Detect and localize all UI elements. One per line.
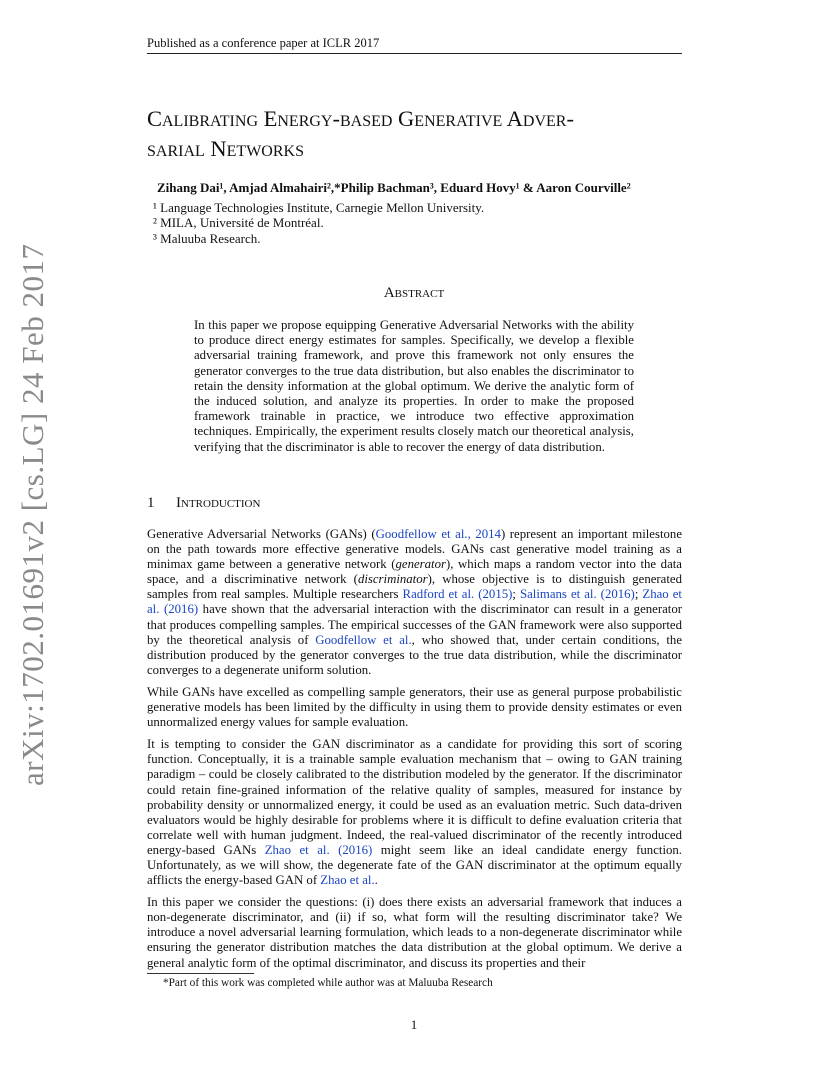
affiliation-3: ³ Maluuba Research. xyxy=(153,231,261,246)
p1-emphasis: generator xyxy=(395,557,446,572)
p1-text: Generative Adversarial Networks (GANs) ( xyxy=(147,527,376,541)
section-heading xyxy=(147,495,260,512)
running-header: Published as a conference paper at ICLR 2017 xyxy=(147,36,380,50)
citation-link[interactable]: Zhao et al. (2016) xyxy=(147,587,682,617)
authors: Zihang Dai¹, Amjad Almahairi²,*Philip Bachman³, Eduard Hovy¹ & Aaron Courville² xyxy=(157,180,631,195)
citation-link[interactable]: Goodfellow et al. xyxy=(315,632,412,647)
p3-text: might seem like an ideal candidate energy function. Unfortunately, as we will show, the degenerate fate of the GAN discriminator at the optimum equally afflicts the energy-based GAN of xyxy=(147,842,682,888)
abstract-text: In this paper we propose equipping Generative Adversarial Networks with the ability to produce direct energy estimates for samples. Specifically, we develop a flexible adversarial training framework, and prove this framework not only ensures the generator converges to the true data distribution, but also enables the discriminator to retain the density information at the global optimum. We derive the analytic form of the induced solution, and analyze its properties. In order to make the proposed framework trainable in practice, we introduce two effective approximation techniques. Empirically, the experiment results closely match our theoretical analysis, verifying that the discriminator is able to recover the energy of data distribution. xyxy=(194,318,634,454)
paper-title xyxy=(147,104,707,164)
footnote-rule xyxy=(147,973,254,974)
paragraph-2: While GANs have excelled as compelling sample generators, their use as general purpose probabilistic generative models has been limited by the difficulty in using them to provide density estimates or even unnormalized energy values for sample evaluation. xyxy=(147,684,682,730)
p3-text: It is tempting to consider the GAN discriminator as a candidate for providing this sort of scoring function. Conceptually, it is a trainable sample evaluation mechanism that – owing to GAN training paradigm – could be closely calibrated to the distribution modeled by the generator. If the discriminator could retain fine-grained information of the relative quality of samples, measured for instance by probability density or unnormalized energy, it could be used as an evaluation metric. Such data-driven evaluators would be highly desirable for problems where it is difficult to define evaluation criteria that correlate well with human judgment. Indeed, the real-valued discriminator of the recently introduced energy-based GANs xyxy=(147,737,682,857)
p3-text: . xyxy=(374,873,378,888)
abstract-heading: Abstract xyxy=(383,285,445,301)
section-number: 1 xyxy=(147,495,155,511)
page-number: 1 xyxy=(410,1017,418,1032)
p1-text: ; xyxy=(634,587,643,602)
p1-emphasis: discriminator xyxy=(357,572,428,587)
p1-text: have shown that the adversarial interaction with the discriminator can result in a generator that produces compelling samples. The empirical successes of the GAN framework were also supported by the theoretical analysis of xyxy=(147,602,682,647)
title-line-2: sarial Networks xyxy=(147,136,304,161)
affiliation-1: ¹ Language Technologies Institute, Carnegie Mellon University. xyxy=(153,200,485,215)
p1-text: ; xyxy=(512,587,520,602)
paragraph-1 xyxy=(147,527,682,678)
p1-text: ), whose objective is to distinguish generated samples from real samples. Multiple researchers xyxy=(147,572,682,602)
citation-link[interactable]: Zhao et al. (2016) xyxy=(264,842,373,857)
citation-link[interactable]: Radford et al. (2015) xyxy=(402,587,513,602)
arxiv-stamp: arXiv:1702.01691v2 [cs.LG] 24 Feb 2017 xyxy=(15,243,50,786)
section-title: Introduction xyxy=(176,495,261,511)
citation-link[interactable]: Zhao et al. xyxy=(320,873,375,888)
p1-text: ) represent an important milestone on the path towards more effective generative models. GANs cast generative model training as a minimax game between a generative network ( xyxy=(147,527,682,572)
citation-link[interactable]: Goodfellow et al., 2014 xyxy=(375,527,501,541)
paragraph-4: In this paper we consider the questions: (i) does there exists an adversarial framework that induces a non-degenerate discriminator, and (ii) if so, what form will the resulting discriminator take? We introduce a novel adversarial learning formulation, which leads to a non-degenerate discriminator while ensuring the generator distribution matches the data distribution at the global optimum. We derive a general analytic form of the optimal discriminator, and discuss its properties and their xyxy=(147,895,682,970)
affiliation-2: ² MILA, Université de Montréal. xyxy=(153,215,324,230)
footnote: *Part of this work was completed while author was at Maluuba Research xyxy=(163,977,493,989)
p1-text: ), which maps a random vector into the data space, and a discriminative network ( xyxy=(147,557,682,587)
p1-text: , who showed that, under certain conditions, the distribution produced by the generator converges to the true data distribution, while the discriminator converges to a degenerate uniform solution. xyxy=(147,632,682,677)
intro-body xyxy=(147,527,682,978)
citation-link[interactable]: Salimans et al. (2016) xyxy=(519,587,635,602)
header-rule xyxy=(147,53,682,54)
title-line-1: Calibrating Energy-based Generative Adver- xyxy=(147,106,574,131)
paragraph-3 xyxy=(147,737,682,888)
